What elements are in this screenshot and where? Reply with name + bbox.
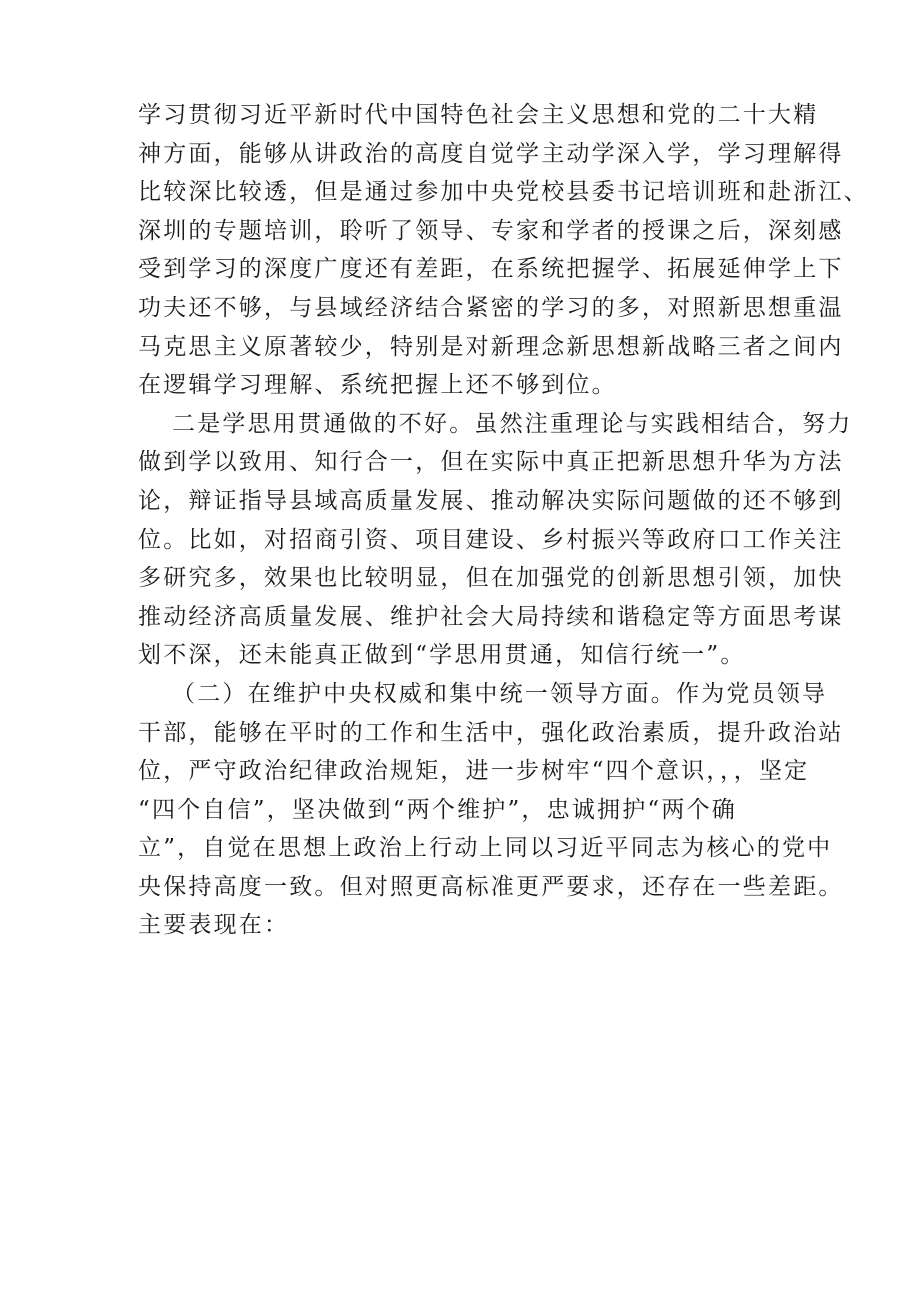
text-line: 学习贯彻习近平新时代中国特色社会主义思想和党的二十大精 <box>138 102 819 128</box>
text-line: 深圳的专题培训，聆听了领导、专家和学者的授课之后，深刻感 <box>138 217 844 244</box>
text-line: （二）在维护中央权威和集中统一领导方面。作为党员领导 <box>172 680 828 707</box>
document-body <box>138 96 869 945</box>
text-line: 多研究多，效果也比较明显，但在加强党的创新思想引领，加快 <box>138 565 844 592</box>
text-line: 主要表现在： <box>138 912 290 939</box>
text-line: 位，严守政治纪律政治规矩，进一步树牢“四个意识，，，坚定 <box>138 758 810 785</box>
text-line: 位。比如，对招商引资、项目建设、乡村振兴等政府口工作关注 <box>138 526 844 553</box>
text-line: 央保持高度一致。但对照更高标准更严要求，还存在一些差距。 <box>138 873 844 900</box>
text-line: 划不深，还未能真正做到“学思用贯通，知信行统一”。 <box>138 642 746 669</box>
text-line: 做到学以致用、知行合一，但在实际中真正把新思想升华为方法 <box>138 449 844 476</box>
text-line: “四个自信”，坚决做到“两个维护”，忠诚拥护“两个确 <box>138 796 737 823</box>
text-line: 立”，自觉在思想上政治上行动上同以习近平同志为核心的党中 <box>138 835 833 862</box>
text-line: 二是学思用贯通做的不好。虽然注重理论与实践相结合，努力 <box>172 410 853 437</box>
text-line: 推动经济高质量发展、维护社会大局持续和谐稳定等方面思考谋 <box>138 603 844 630</box>
text-line: 比较深比较透，但是通过参加中央党校县委书记培训班和赴浙江、 <box>138 179 869 206</box>
text-line: 在逻辑学习理解、系统把握上还不够到位。 <box>138 372 617 399</box>
text-line: 干部，能够在平时的工作和生活中，强化政治素质，提升政治站 <box>138 719 844 746</box>
text-line: 论，辩证指导县域高质量发展、推动解决实际问题做的还不够到 <box>138 487 844 514</box>
text-line: 功夫还不够，与县域经济结合紧密的学习的多，对照新思想重温 <box>138 294 844 321</box>
text-line: 受到学习的深度广度还有差距，在系统把握学、拓展延伸学上下 <box>138 256 844 283</box>
text-line: 神方面，能够从讲政治的高度自觉学主动学深入学，学习理解得 <box>138 140 844 167</box>
text-line: 马克思主义原著较少，特别是对新理念新思想新战略三者之间内 <box>138 333 844 360</box>
